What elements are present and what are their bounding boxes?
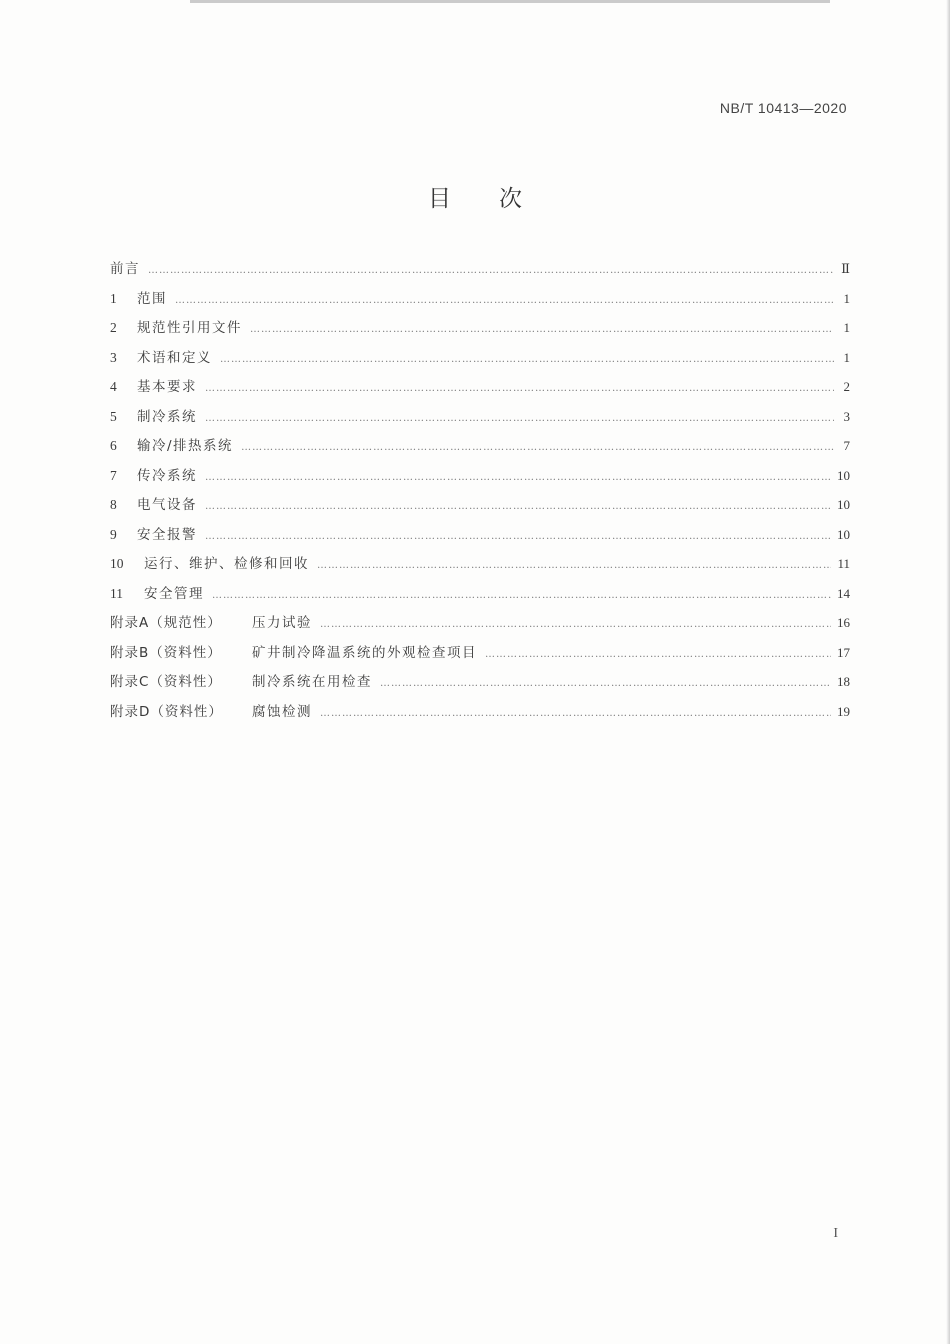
toc-entry-number: 4 (110, 379, 117, 394)
toc-entry-page: 1 (843, 349, 850, 365)
toc-entry-9[interactable] (110, 523, 850, 553)
toc-dot-leader (380, 678, 831, 689)
toc-appendix-prefix: 附录B（资料性） (110, 644, 222, 661)
toc-entry-8[interactable] (110, 493, 850, 523)
toc-entry-foreword[interactable] (110, 257, 850, 287)
toc-entry-page: 16 (837, 615, 850, 630)
toc-entry-page: 10 (837, 526, 850, 542)
toc-entry-page: 1 (843, 320, 850, 335)
toc-entry-number: 9 (110, 526, 117, 542)
toc-entry-4[interactable] (110, 375, 850, 405)
toc-entry-label: 制冷系统在用检查 (252, 674, 372, 690)
toc-entry-number: 5 (110, 408, 117, 424)
toc-entry-label: 安全管理 (144, 585, 204, 602)
toc-entry-page: 11 (837, 556, 850, 571)
standard-code: NB/T 10413—2020 (719, 100, 847, 116)
toc-appendix-prefix: 附录C（资料性） (110, 674, 222, 690)
toc-dot-leader (220, 354, 834, 365)
toc-entry-page: 19 (837, 703, 850, 719)
toc-entry-number: 7 (110, 467, 117, 483)
toc-entry-page: 2 (843, 379, 850, 394)
page-number: I (833, 1226, 838, 1241)
toc-entry-page: 3 (843, 408, 850, 424)
toc-dot-leader (241, 442, 834, 453)
toc-entry-3[interactable] (110, 346, 850, 376)
toc-entry-1[interactable] (110, 287, 850, 317)
toc-entry-label: 术语和定义 (137, 349, 212, 366)
toc-entry-5[interactable] (110, 405, 850, 435)
toc-entry-number: 10 (110, 556, 124, 571)
toc-entry-page: 10 (837, 467, 850, 483)
toc-entry-label: 压力试验 (252, 615, 312, 631)
toc-entry-number: 2 (110, 320, 117, 335)
toc-entry-2[interactable] (110, 316, 850, 346)
toc-dot-leader (320, 619, 831, 630)
toc-dot-leader (485, 649, 831, 660)
toc-dot-leader (205, 472, 831, 483)
toc-dot-leader (320, 708, 831, 719)
toc-entry-label: 电气设备 (137, 497, 197, 513)
toc-entry-page: 7 (843, 438, 850, 453)
toc-entry-page: 1 (843, 290, 850, 306)
toc-entry-number: 6 (110, 438, 117, 453)
toc-entry-label: 腐蚀检测 (252, 703, 312, 720)
toc-dot-leader (148, 265, 834, 276)
top-edge-shadow (190, 0, 830, 3)
table-of-contents (110, 257, 850, 729)
toc-entry-label: 安全报警 (137, 526, 197, 543)
toc-entry-7[interactable] (110, 464, 850, 494)
toc-entry-label: 规范性引用文件 (137, 320, 242, 336)
toc-entry-10[interactable] (110, 552, 850, 582)
toc-entry-appendix-b[interactable] (110, 641, 850, 671)
toc-entry-label: 输冷/排热系统 (137, 438, 234, 454)
toc-dot-leader (205, 501, 831, 512)
page-title: 目次 (428, 186, 570, 212)
toc-entry-page: 18 (837, 674, 850, 689)
toc-entry-11[interactable] (110, 582, 850, 612)
toc-dot-leader (317, 560, 831, 571)
toc-entry-appendix-c[interactable] (110, 670, 850, 700)
toc-entry-appendix-a[interactable] (110, 611, 850, 641)
toc-entry-number: 8 (110, 497, 117, 512)
toc-entry-label: 基本要求 (137, 379, 197, 395)
toc-entry-label: 前言 (110, 261, 140, 277)
toc-entry-label: 传冷系统 (137, 467, 197, 484)
toc-dot-leader (250, 324, 834, 335)
toc-dot-leader (205, 383, 834, 394)
toc-appendix-prefix: 附录D（资料性） (110, 703, 223, 720)
toc-entry-label: 范围 (137, 290, 167, 307)
toc-dot-leader (205, 413, 834, 424)
toc-appendix-prefix: 附录A（规范性） (110, 615, 222, 631)
toc-entry-appendix-d[interactable] (110, 700, 850, 730)
toc-entry-label: 运行、维护、检修和回收 (144, 556, 309, 572)
toc-entry-page: 10 (837, 497, 850, 512)
toc-entry-page: 14 (837, 585, 850, 601)
toc-entry-page: 17 (837, 644, 850, 660)
toc-entry-label: 矿井制冷降温系统的外观检查项目 (252, 644, 477, 661)
toc-entry-page: Ⅱ (841, 261, 850, 276)
toc-entry-6[interactable] (110, 434, 850, 464)
toc-entry-number: 1 (110, 290, 117, 306)
toc-entry-number: 3 (110, 349, 117, 365)
toc-dot-leader (175, 295, 834, 306)
toc-entry-number: 11 (110, 585, 123, 601)
toc-dot-leader (205, 531, 831, 542)
toc-entry-label: 制冷系统 (137, 408, 197, 425)
toc-dot-leader (212, 590, 831, 601)
